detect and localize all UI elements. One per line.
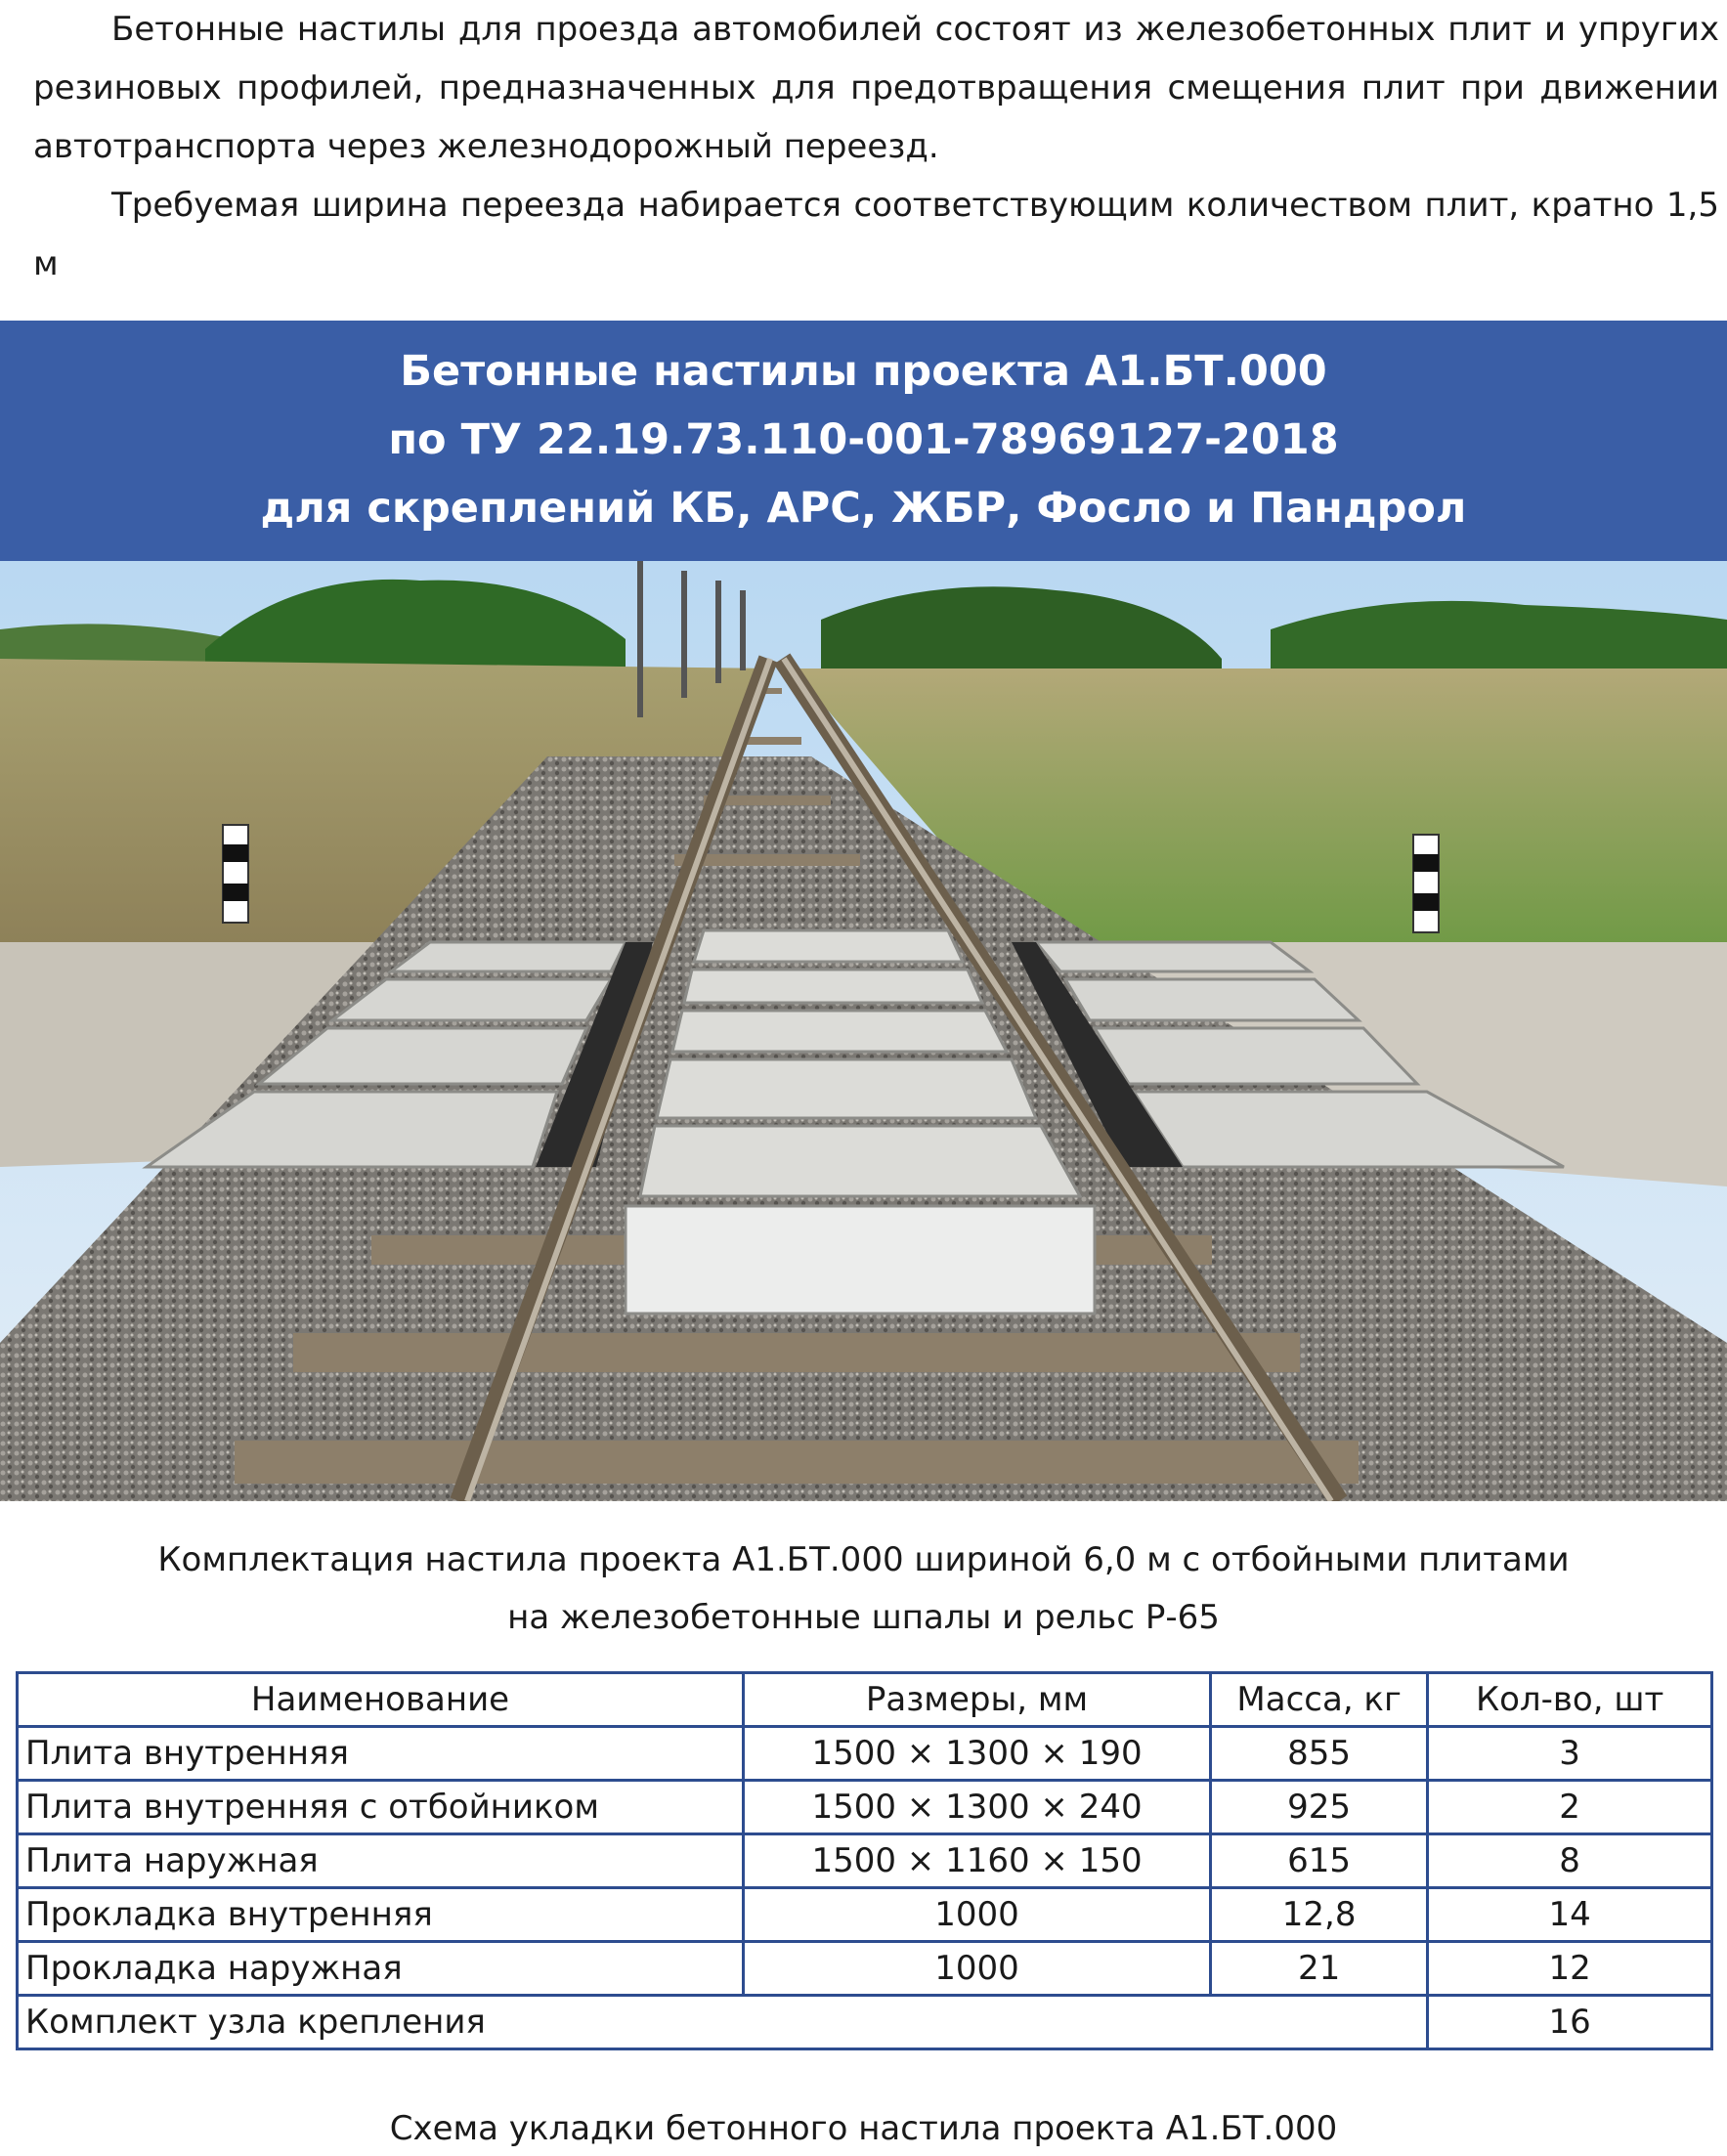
railway-crossing-photo	[0, 561, 1727, 1501]
header-name: Наименование	[18, 1673, 744, 1727]
cell-size: 1500 × 1300 × 240	[744, 1781, 1211, 1834]
cell-mass: 925	[1211, 1781, 1428, 1834]
intro-text	[33, 0, 1719, 293]
cell-name: Прокладка внутренняя	[18, 1888, 744, 1942]
table-row	[18, 1888, 1712, 1942]
cell-qty: 12	[1428, 1942, 1712, 1996]
cell-qty: 16	[1428, 1996, 1712, 2049]
cell-qty: 8	[1428, 1834, 1712, 1888]
banner-line-2: по ТУ 22.19.73.110-001-78969127-2018	[388, 415, 1339, 464]
cell-size: 1500 × 1160 × 150	[744, 1834, 1211, 1888]
table-row	[18, 1942, 1712, 1996]
scheme-title: Схема укладки бетонного настила проекта А1.БТ.000	[389, 2109, 1338, 2148]
cell-mass: 615	[1211, 1834, 1428, 1888]
specification-table	[16, 1671, 1713, 2050]
cell-name: Прокладка наружная	[18, 1942, 744, 1996]
table-row	[18, 1996, 1712, 2049]
cell-qty: 3	[1428, 1727, 1712, 1781]
cell-name: Комплект узла крепления	[18, 1996, 1428, 2049]
cell-qty: 14	[1428, 1888, 1712, 1942]
title-banner	[0, 321, 1727, 561]
table-header-row	[18, 1673, 1712, 1727]
cell-name: Плита внутренняя с отбойником	[18, 1781, 744, 1834]
cell-size: 1000	[744, 1942, 1211, 1996]
intro-paragraph-1: Бетонные настилы для проезда автомобилей состоят из железобетонных плит и упругих резиновых профилей, предназначенных для предотвращения смещения плит при движении автотранспорта через железнодорожный переезд.	[33, 10, 1719, 166]
table-row	[18, 1727, 1712, 1781]
cell-name: Плита наружная	[18, 1834, 744, 1888]
caption-line-1: Комплектация настила проекта А1.БТ.000 шириной 6,0 м с отбойными плитами	[157, 1540, 1570, 1579]
caption-line-2: на железобетонные шпалы и рельс Р-65	[507, 1598, 1220, 1637]
cell-mass: 21	[1211, 1942, 1428, 1996]
header-size: Размеры, мм	[744, 1673, 1211, 1727]
intro-paragraph-2: Требуемая ширина переезда набирается соответствующим количеством плит, кратно 1,5 м	[33, 186, 1719, 283]
table-row	[18, 1781, 1712, 1834]
banner-line-3: для скреплений КБ, АРС, ЖБР, Фосло и Пандрол	[260, 484, 1467, 533]
banner-line-1: Бетонные настилы проекта А1.БТ.000	[400, 347, 1327, 396]
table-caption	[0, 1531, 1727, 1647]
cell-qty: 2	[1428, 1781, 1712, 1834]
header-mass: Масса, кг	[1211, 1673, 1428, 1727]
cell-size: 1000	[744, 1888, 1211, 1942]
table-row	[18, 1834, 1712, 1888]
cell-name: Плита внутренняя	[18, 1727, 744, 1781]
header-qty: Кол-во, шт	[1428, 1673, 1712, 1727]
cell-mass: 855	[1211, 1727, 1428, 1781]
cell-size: 1500 × 1300 × 190	[744, 1727, 1211, 1781]
cell-mass: 12,8	[1211, 1888, 1428, 1942]
